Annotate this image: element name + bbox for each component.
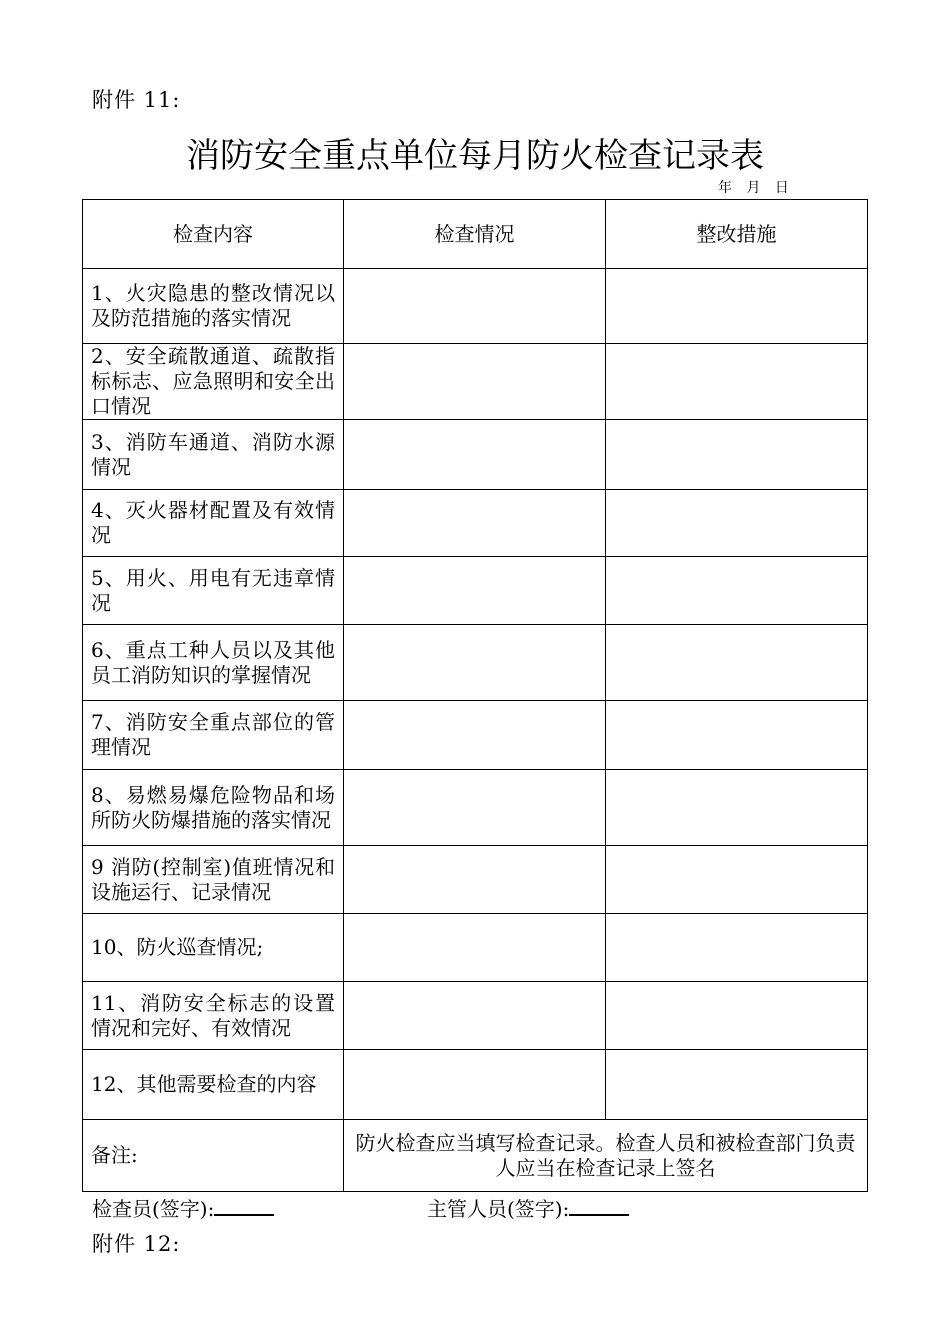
status-cell[interactable] bbox=[344, 490, 606, 557]
measure-cell[interactable] bbox=[606, 269, 868, 344]
status-cell[interactable] bbox=[344, 770, 606, 846]
header-check-status: 检查情况 bbox=[344, 200, 606, 269]
check-item: 9 消防(控制室)值班情况和设施运行、记录情况 bbox=[83, 846, 344, 914]
measure-cell[interactable] bbox=[606, 625, 868, 701]
table-header-row bbox=[83, 200, 868, 269]
check-item: 12、其他需要检查的内容 bbox=[83, 1050, 344, 1120]
check-item: 8、易燃易爆危险物品和场所防火防爆措施的落实情况 bbox=[83, 770, 344, 846]
check-item: 11、消防安全标志的设置情况和完好、有效情况 bbox=[83, 982, 344, 1050]
attachment-label-11: 附件 11: bbox=[92, 88, 181, 112]
supervisor-signature-line[interactable] bbox=[569, 1200, 629, 1216]
table-row bbox=[83, 701, 868, 770]
status-cell[interactable] bbox=[344, 625, 606, 701]
table-row bbox=[83, 269, 868, 344]
header-check-content: 检查内容 bbox=[83, 200, 344, 269]
check-item: 4、灭火器材配置及有效情况 bbox=[83, 490, 344, 557]
inspection-record-table bbox=[82, 199, 868, 1192]
inspector-signature-line[interactable] bbox=[214, 1200, 274, 1216]
table-row bbox=[83, 982, 868, 1050]
status-cell[interactable] bbox=[344, 1050, 606, 1120]
measure-cell[interactable] bbox=[606, 914, 868, 982]
remark-text: 防火检查应当填写检查记录。检查人员和被检查部门负责人应当在检查记录上签名 bbox=[344, 1120, 868, 1192]
check-item: 3、消防车通道、消防水源情况 bbox=[83, 420, 344, 490]
status-cell[interactable] bbox=[344, 982, 606, 1050]
inspector-signature bbox=[92, 1193, 274, 1222]
table-row bbox=[83, 770, 868, 846]
measure-cell[interactable] bbox=[606, 846, 868, 914]
table-row bbox=[83, 420, 868, 490]
header-rectification: 整改措施 bbox=[606, 200, 868, 269]
status-cell[interactable] bbox=[344, 701, 606, 770]
status-cell[interactable] bbox=[344, 557, 606, 625]
table-row bbox=[83, 557, 868, 625]
check-item: 7、消防安全重点部位的管理情况 bbox=[83, 701, 344, 770]
remark-label: 备注: bbox=[83, 1120, 344, 1192]
status-cell[interactable] bbox=[344, 846, 606, 914]
table-row bbox=[83, 914, 868, 982]
table-row bbox=[83, 846, 868, 914]
check-item: 1、火灾隐患的整改情况以及防范措施的落实情况 bbox=[83, 269, 344, 344]
measure-cell[interactable] bbox=[606, 1050, 868, 1120]
status-cell[interactable] bbox=[344, 344, 606, 420]
check-item: 6、重点工种人员以及其他员工消防知识的掌握情况 bbox=[83, 625, 344, 701]
status-cell[interactable] bbox=[344, 269, 606, 344]
measure-cell[interactable] bbox=[606, 420, 868, 490]
measure-cell[interactable] bbox=[606, 770, 868, 846]
supervisor-signature-label: 主管人员(签字): bbox=[427, 1197, 570, 1221]
measure-cell[interactable] bbox=[606, 557, 868, 625]
status-cell[interactable] bbox=[344, 914, 606, 982]
table-row bbox=[83, 1050, 868, 1120]
measure-cell[interactable] bbox=[606, 344, 868, 420]
check-item: 2、安全疏散通道、疏散指标标志、应急照明和安全出口情况 bbox=[83, 344, 344, 420]
page-title: 消防安全重点单位每月防火检查记录表 bbox=[186, 136, 764, 176]
measure-cell[interactable] bbox=[606, 701, 868, 770]
supervisor-signature bbox=[427, 1193, 629, 1222]
check-item: 5、用火、用电有无违章情况 bbox=[83, 557, 344, 625]
check-item: 10、防火巡查情况; bbox=[83, 914, 344, 982]
remark-row bbox=[83, 1120, 868, 1192]
measure-cell[interactable] bbox=[606, 490, 868, 557]
table-row bbox=[83, 490, 868, 557]
table-row bbox=[83, 344, 868, 420]
attachment-label-12: 附件 12: bbox=[92, 1232, 181, 1256]
inspector-signature-label: 检查员(签字): bbox=[92, 1197, 215, 1221]
table-row bbox=[83, 625, 868, 701]
measure-cell[interactable] bbox=[606, 982, 868, 1050]
date-label: 年 月 日 bbox=[718, 180, 789, 196]
status-cell[interactable] bbox=[344, 420, 606, 490]
